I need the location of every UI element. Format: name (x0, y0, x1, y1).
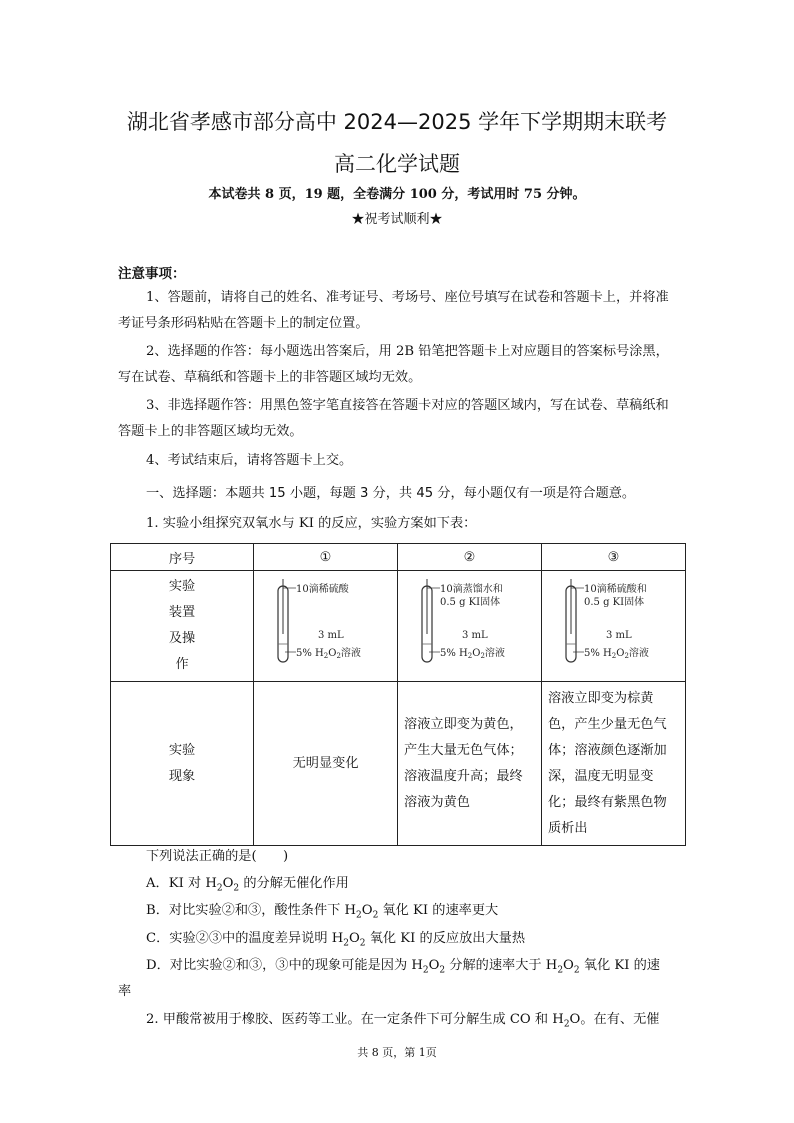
q1-option-a: A．KI 对 $H_2O_2$ 的分解无催化作用 (146, 876, 349, 894)
svg-text:10滴稀硫酸和: 10滴稀硫酸和 (583, 584, 647, 595)
observation-2: 溶液立即变为黄色，产生大量无色气体；溶液温度升高；最终溶液为黄色 (398, 682, 542, 846)
svg-text:3 mL: 3 mL (317, 630, 344, 641)
q1-option-b: B．对比实验②和③，酸性条件下 $H_2O_2$ 氧化 KI 的速率更大 (146, 903, 499, 921)
table-header-col2: ② (398, 544, 542, 571)
svg-text:0.5 g KI固体: 0.5 g KI固体 (583, 597, 644, 608)
q1-option-d: D．对比实验②和③，③中的现象可能是因为 $H_2O_2$ 分解的速率大于 $H_2O_2$ 氧化 KI 的速 (146, 958, 660, 976)
svg-text:5% H2O2溶液: 5% $H_2O_2$溶液 (439, 648, 505, 660)
exam-subtitle: 本试卷共 8 页，19 题，全卷满分 100 分，考试用时 75 分钟。 (208, 187, 586, 202)
svg-text:5% H2O2溶液: 5% $H_2O_2$溶液 (583, 648, 649, 660)
q1-question: 下列说法正确的是( ) (146, 849, 289, 864)
section1-heading: 一、选择题：本题共 15 小题，每题 3 分，共 45 分，每小题仅有一项是符合题意。 (146, 486, 636, 501)
table-header-seq: 序号 (111, 544, 254, 571)
observation-3: 溶液立即变为棕黄色，产生少量无色气体；溶液颜色逐渐加深，温度无明显变化；最终有紫黑色物质析出 (542, 682, 686, 846)
svg-text:5% H2O2溶液: 5% $H_2O_2$溶液 (295, 648, 361, 660)
notice-item-1: 1、答题前，请将自己的姓名、准考证号、考场号、座位号填写在试卷和答题卡上，并将准考证号条形码粘贴在答题卡上的制定位置。 (118, 290, 669, 331)
test-tube-diagram-3 (544, 574, 684, 674)
notice-heading: 注意事项： (118, 266, 186, 282)
table-header-col1: ① (254, 544, 398, 571)
exam-title-line2: 高二化学试题 (334, 152, 460, 176)
apparatus-3 (542, 571, 686, 682)
apparatus-1 (254, 571, 398, 682)
svg-text:3 mL: 3 mL (461, 630, 488, 641)
page-footer: 共 8 页，第 1页 (357, 1046, 437, 1059)
test-tube-diagram-1 (256, 574, 396, 674)
row-label-observation: 实验 现象 (111, 682, 254, 846)
svg-text:10滴稀硫酸: 10滴稀硫酸 (295, 584, 349, 595)
svg-text:10滴蒸馏水和: 10滴蒸馏水和 (439, 584, 503, 595)
q1-option-c: C．实验②③中的温度差异说明 $H_2O_2$ 氧化 KI 的反应放出大量热 (146, 931, 526, 949)
observation-1: 无明显变化 (254, 682, 398, 846)
q2-stem: 2. 甲酸常被用于橡胶、医药等工业。在一定条件下可分解生成 CO 和 $H_2O$。在有、无催 (146, 1012, 660, 1030)
table-header-col3: ③ (542, 544, 686, 571)
notice-item-4: 4、考试结束后，请将答题卡上交。 (146, 453, 353, 468)
row-label-apparatus: 实验 装置 及操 作 (111, 571, 254, 682)
exam-wish: ★祝考试顺利★ (351, 212, 443, 227)
notice-item-2: 2、选择题的作答：每小题选出答案后，用 2B 铅笔把答题卡上对应题目的答案标号涂黑，写在试卷、草稿纸和答题卡上的非答题区域均无效。 (118, 344, 669, 385)
test-tube-diagram-2 (400, 574, 540, 674)
notice-item-3: 3、非选择题作答：用黑色签字笔直接答在答题卡对应的答题区域内，写在试卷、草稿纸和答题卡上的非答题区域均无效。 (118, 398, 669, 439)
exam-title-line1: 湖北省孝感市部分高中 2024—2025 学年下学期期末联考 (126, 110, 668, 134)
experiment-table (110, 543, 686, 846)
q1-stem: 1. 实验小组探究双氧水与 KI 的反应，实验方案如下表： (146, 516, 477, 531)
svg-text:3 mL: 3 mL (605, 630, 632, 641)
apparatus-2 (398, 571, 542, 682)
q1-option-d-cont: 率 (118, 984, 132, 999)
svg-text:0.5 g KI固体: 0.5 g KI固体 (439, 597, 500, 608)
